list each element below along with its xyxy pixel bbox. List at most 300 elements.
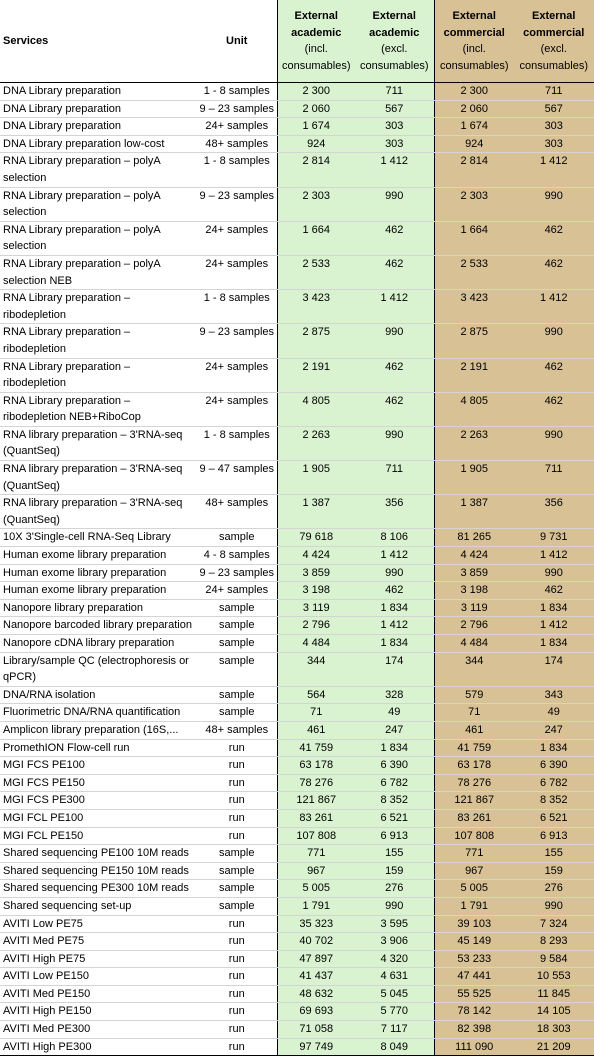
price-academic-excl: 356 xyxy=(355,495,434,529)
price-academic-excl: 6 390 xyxy=(355,757,434,775)
price-commercial-incl: 579 xyxy=(434,686,514,704)
price-commercial-incl: 4 424 xyxy=(434,547,514,565)
price-academic-incl: 3 423 xyxy=(277,290,355,324)
price-academic-excl: 462 xyxy=(355,255,434,289)
price-academic-excl: 1 412 xyxy=(355,617,434,635)
price-commercial-incl: 41 759 xyxy=(434,739,514,757)
price-academic-excl: 7 117 xyxy=(355,1021,434,1039)
price-commercial-incl: 63 178 xyxy=(434,757,514,775)
table-row xyxy=(0,617,594,635)
price-academic-excl: 1 834 xyxy=(355,599,434,617)
unit-cell: run xyxy=(197,968,277,986)
price-commercial-excl: 14 105 xyxy=(514,1003,594,1021)
price-academic-incl: 41 437 xyxy=(277,968,355,986)
price-commercial-incl: 111 090 xyxy=(434,1038,514,1056)
service-cell: MGI FCS PE150 xyxy=(0,774,197,792)
price-commercial-excl: 1 412 xyxy=(514,153,594,187)
table-row xyxy=(0,757,594,775)
price-academic-excl: 5 045 xyxy=(355,985,434,1003)
price-commercial-excl: 990 xyxy=(514,187,594,221)
price-academic-incl: 3 119 xyxy=(277,599,355,617)
unit-cell: sample xyxy=(197,845,277,863)
price-academic-incl: 48 632 xyxy=(277,985,355,1003)
price-academic-excl: 3 595 xyxy=(355,915,434,933)
table-row xyxy=(0,100,594,118)
price-academic-incl: 71 xyxy=(277,704,355,722)
price-academic-excl: 1 412 xyxy=(355,290,434,324)
table-row xyxy=(0,862,594,880)
price-academic-incl: 47 897 xyxy=(277,950,355,968)
table-row xyxy=(0,1038,594,1056)
price-academic-excl: 8 106 xyxy=(355,529,434,547)
unit-cell: run xyxy=(197,809,277,827)
price-commercial-incl: 1 387 xyxy=(434,495,514,529)
service-cell: Library/sample QC (electrophoresis or qPCR) xyxy=(0,652,197,686)
unit-cell: run xyxy=(197,792,277,810)
price-commercial-incl: 83 261 xyxy=(434,809,514,827)
service-cell: Shared sequencing set-up xyxy=(0,897,197,915)
price-commercial-excl: 49 xyxy=(514,704,594,722)
table-row xyxy=(0,392,594,426)
price-commercial-incl: 924 xyxy=(434,135,514,153)
price-academic-incl: 1 791 xyxy=(277,897,355,915)
table-row xyxy=(0,845,594,863)
table-row xyxy=(0,968,594,986)
table-row xyxy=(0,187,594,221)
header-academic-excl: External academic (excl. consumables) xyxy=(355,0,434,83)
price-academic-incl: 2 814 xyxy=(277,153,355,187)
service-cell: AVITI High PE300 xyxy=(0,1038,197,1056)
price-commercial-incl: 71 xyxy=(434,704,514,722)
unit-cell: sample xyxy=(197,617,277,635)
price-commercial-incl: 2 796 xyxy=(434,617,514,635)
table-row xyxy=(0,255,594,289)
price-commercial-excl: 6 521 xyxy=(514,809,594,827)
price-academic-excl: 5 770 xyxy=(355,1003,434,1021)
table-row xyxy=(0,1021,594,1039)
price-academic-incl: 121 867 xyxy=(277,792,355,810)
service-cell: DNA/RNA isolation xyxy=(0,686,197,704)
unit-cell: sample xyxy=(197,635,277,653)
price-academic-incl: 4 424 xyxy=(277,547,355,565)
price-academic-incl: 1 387 xyxy=(277,495,355,529)
price-academic-incl: 1 664 xyxy=(277,221,355,255)
table-row xyxy=(0,827,594,845)
price-commercial-excl: 990 xyxy=(514,426,594,460)
unit-cell: run xyxy=(197,757,277,775)
price-academic-incl: 564 xyxy=(277,686,355,704)
price-commercial-incl: 1 905 xyxy=(434,461,514,495)
price-academic-excl: 1 412 xyxy=(355,547,434,565)
price-academic-excl: 247 xyxy=(355,721,434,739)
price-commercial-incl: 2 191 xyxy=(434,358,514,392)
price-commercial-excl: 303 xyxy=(514,118,594,136)
price-commercial-incl: 344 xyxy=(434,652,514,686)
price-commercial-excl: 462 xyxy=(514,255,594,289)
price-commercial-incl: 53 233 xyxy=(434,950,514,968)
header-unit: Unit xyxy=(197,0,277,83)
unit-cell: 24+ samples xyxy=(197,392,277,426)
price-commercial-excl: 462 xyxy=(514,221,594,255)
service-cell: RNA library preparation – 3'RNA-seq (QuantSeq) xyxy=(0,426,197,460)
unit-cell: 24+ samples xyxy=(197,358,277,392)
price-academic-incl: 4 484 xyxy=(277,635,355,653)
table-row xyxy=(0,153,594,187)
price-academic-incl: 1 905 xyxy=(277,461,355,495)
unit-cell: run xyxy=(197,1021,277,1039)
unit-cell: run xyxy=(197,1003,277,1021)
price-commercial-excl: 1 412 xyxy=(514,617,594,635)
price-commercial-incl: 45 149 xyxy=(434,933,514,951)
service-cell: PromethION Flow-cell run xyxy=(0,739,197,757)
price-commercial-excl: 159 xyxy=(514,862,594,880)
price-commercial-excl: 303 xyxy=(514,135,594,153)
header-commercial-excl: External commercial (excl. consumables) xyxy=(514,0,594,83)
price-academic-excl: 990 xyxy=(355,187,434,221)
service-cell: 10X 3'Single-cell RNA-Seq Library xyxy=(0,529,197,547)
price-academic-incl: 2 796 xyxy=(277,617,355,635)
price-commercial-incl: 81 265 xyxy=(434,529,514,547)
price-commercial-excl: 343 xyxy=(514,686,594,704)
price-commercial-incl: 121 867 xyxy=(434,792,514,810)
price-commercial-excl: 21 209 xyxy=(514,1038,594,1056)
service-cell: Nanopore library preparation xyxy=(0,599,197,617)
price-academic-excl: 174 xyxy=(355,652,434,686)
price-academic-excl: 6 782 xyxy=(355,774,434,792)
unit-cell: run xyxy=(197,985,277,1003)
unit-cell: 48+ samples xyxy=(197,721,277,739)
price-commercial-incl: 3 423 xyxy=(434,290,514,324)
service-cell: RNA library preparation – 3'RNA-seq (QuantSeq) xyxy=(0,495,197,529)
price-commercial-incl: 3 859 xyxy=(434,564,514,582)
price-commercial-excl: 8 293 xyxy=(514,933,594,951)
price-academic-incl: 924 xyxy=(277,135,355,153)
price-academic-excl: 462 xyxy=(355,221,434,255)
unit-cell: 48+ samples xyxy=(197,135,277,153)
service-cell: AVITI Med PE150 xyxy=(0,985,197,1003)
price-academic-incl: 71 058 xyxy=(277,1021,355,1039)
price-academic-excl: 711 xyxy=(355,461,434,495)
unit-cell: sample xyxy=(197,897,277,915)
price-commercial-excl: 1 834 xyxy=(514,635,594,653)
price-commercial-excl: 711 xyxy=(514,461,594,495)
price-academic-incl: 97 749 xyxy=(277,1038,355,1056)
price-academic-excl: 303 xyxy=(355,118,434,136)
table-row xyxy=(0,461,594,495)
table-row xyxy=(0,721,594,739)
price-commercial-excl: 462 xyxy=(514,582,594,600)
service-cell: Nanopore cDNA library preparation xyxy=(0,635,197,653)
price-commercial-incl: 1 791 xyxy=(434,897,514,915)
unit-cell: sample xyxy=(197,880,277,898)
unit-cell: sample xyxy=(197,862,277,880)
unit-cell: 9 – 23 samples xyxy=(197,187,277,221)
price-academic-excl: 6 913 xyxy=(355,827,434,845)
service-cell: RNA Library preparation – polyA selection xyxy=(0,187,197,221)
price-academic-incl: 2 875 xyxy=(277,324,355,358)
unit-cell: 1 - 8 samples xyxy=(197,153,277,187)
service-cell: MGI FCS PE100 xyxy=(0,757,197,775)
service-cell: DNA Library preparation low-cost xyxy=(0,135,197,153)
table-row xyxy=(0,1003,594,1021)
price-commercial-incl: 5 005 xyxy=(434,880,514,898)
price-commercial-excl: 11 845 xyxy=(514,985,594,1003)
unit-cell: 24+ samples xyxy=(197,221,277,255)
table-row xyxy=(0,950,594,968)
table-row xyxy=(0,809,594,827)
price-academic-incl: 1 674 xyxy=(277,118,355,136)
unit-cell: 9 – 23 samples xyxy=(197,100,277,118)
price-commercial-excl: 462 xyxy=(514,358,594,392)
unit-cell: run xyxy=(197,774,277,792)
price-commercial-incl: 78 142 xyxy=(434,1003,514,1021)
price-academic-excl: 159 xyxy=(355,862,434,880)
price-commercial-excl: 9 584 xyxy=(514,950,594,968)
service-cell: MGI FCL PE100 xyxy=(0,809,197,827)
unit-cell: 4 - 8 samples xyxy=(197,547,277,565)
price-commercial-incl: 2 060 xyxy=(434,100,514,118)
table-row xyxy=(0,880,594,898)
table-row xyxy=(0,529,594,547)
price-academic-excl: 8 352 xyxy=(355,792,434,810)
price-commercial-incl: 2 814 xyxy=(434,153,514,187)
price-commercial-incl: 3 119 xyxy=(434,599,514,617)
service-cell: RNA Library preparation – ribodepletion xyxy=(0,290,197,324)
unit-cell: 24+ samples xyxy=(197,582,277,600)
unit-cell: 24+ samples xyxy=(197,118,277,136)
price-academic-excl: 1 412 xyxy=(355,153,434,187)
price-academic-excl: 990 xyxy=(355,324,434,358)
price-academic-incl: 69 693 xyxy=(277,1003,355,1021)
unit-cell: run xyxy=(197,739,277,757)
unit-cell: sample xyxy=(197,686,277,704)
unit-cell: 9 – 23 samples xyxy=(197,564,277,582)
price-commercial-incl: 39 103 xyxy=(434,915,514,933)
header-academic-incl: External academic (incl. consumables) xyxy=(277,0,355,83)
price-academic-incl: 79 618 xyxy=(277,529,355,547)
table-row xyxy=(0,774,594,792)
table-row xyxy=(0,324,594,358)
price-commercial-incl: 47 441 xyxy=(434,968,514,986)
unit-cell: run xyxy=(197,1038,277,1056)
price-commercial-incl: 82 398 xyxy=(434,1021,514,1039)
service-cell: Human exome library preparation xyxy=(0,582,197,600)
price-commercial-excl: 1 834 xyxy=(514,599,594,617)
service-cell: MGI FCL PE150 xyxy=(0,827,197,845)
price-commercial-incl: 78 276 xyxy=(434,774,514,792)
price-commercial-excl: 6 913 xyxy=(514,827,594,845)
table-row xyxy=(0,739,594,757)
price-academic-excl: 462 xyxy=(355,392,434,426)
unit-cell: run xyxy=(197,827,277,845)
table-row xyxy=(0,704,594,722)
service-cell: Human exome library preparation xyxy=(0,547,197,565)
table-row xyxy=(0,118,594,136)
price-commercial-excl: 462 xyxy=(514,392,594,426)
service-cell: AVITI Low PE75 xyxy=(0,915,197,933)
service-cell: AVITI Med PE300 xyxy=(0,1021,197,1039)
price-commercial-excl: 711 xyxy=(514,83,594,101)
price-academic-incl: 83 261 xyxy=(277,809,355,827)
price-academic-incl: 5 005 xyxy=(277,880,355,898)
price-academic-excl: 155 xyxy=(355,845,434,863)
table-row xyxy=(0,582,594,600)
service-cell: AVITI Low PE150 xyxy=(0,968,197,986)
price-commercial-excl: 1 412 xyxy=(514,547,594,565)
price-academic-incl: 2 300 xyxy=(277,83,355,101)
service-cell: Human exome library preparation xyxy=(0,564,197,582)
price-commercial-incl: 2 300 xyxy=(434,83,514,101)
price-academic-excl: 8 049 xyxy=(355,1038,434,1056)
price-commercial-incl: 55 525 xyxy=(434,985,514,1003)
service-cell: RNA library preparation – 3'RNA-seq (QuantSeq) xyxy=(0,461,197,495)
price-academic-incl: 2 263 xyxy=(277,426,355,460)
price-commercial-incl: 1 674 xyxy=(434,118,514,136)
price-commercial-excl: 10 553 xyxy=(514,968,594,986)
service-cell: DNA Library preparation xyxy=(0,118,197,136)
service-cell: Fluorimetric DNA/RNA quantification xyxy=(0,704,197,722)
price-commercial-excl: 990 xyxy=(514,324,594,358)
service-cell: Amplicon library preparation (16S,... xyxy=(0,721,197,739)
service-cell: RNA Library preparation – ribodepletion xyxy=(0,358,197,392)
table-row xyxy=(0,792,594,810)
table-row xyxy=(0,933,594,951)
price-academic-excl: 990 xyxy=(355,426,434,460)
unit-cell: 9 – 47 samples xyxy=(197,461,277,495)
price-commercial-incl: 2 303 xyxy=(434,187,514,221)
price-commercial-excl: 1 412 xyxy=(514,290,594,324)
service-cell: DNA Library preparation xyxy=(0,100,197,118)
price-commercial-incl: 2 875 xyxy=(434,324,514,358)
service-cell: AVITI High PE75 xyxy=(0,950,197,968)
unit-cell: sample xyxy=(197,652,277,686)
service-cell: DNA Library preparation xyxy=(0,83,197,101)
service-cell: RNA Library preparation – polyA selection xyxy=(0,153,197,187)
price-academic-excl: 6 521 xyxy=(355,809,434,827)
table-row xyxy=(0,290,594,324)
price-commercial-incl: 2 263 xyxy=(434,426,514,460)
table-row xyxy=(0,83,594,101)
price-commercial-excl: 6 782 xyxy=(514,774,594,792)
price-academic-incl: 2 533 xyxy=(277,255,355,289)
unit-cell: sample xyxy=(197,599,277,617)
table-row xyxy=(0,426,594,460)
price-academic-excl: 303 xyxy=(355,135,434,153)
table-row xyxy=(0,358,594,392)
price-academic-incl: 40 702 xyxy=(277,933,355,951)
price-academic-excl: 3 906 xyxy=(355,933,434,951)
unit-cell: 1 - 8 samples xyxy=(197,426,277,460)
service-cell: RNA Library preparation – ribodepletion xyxy=(0,324,197,358)
table-header xyxy=(0,0,594,83)
price-academic-excl: 4 631 xyxy=(355,968,434,986)
table-row xyxy=(0,897,594,915)
price-academic-incl: 4 805 xyxy=(277,392,355,426)
table-row xyxy=(0,564,594,582)
table-row xyxy=(0,915,594,933)
price-academic-excl: 462 xyxy=(355,582,434,600)
table-row xyxy=(0,635,594,653)
price-academic-incl: 35 323 xyxy=(277,915,355,933)
price-academic-incl: 63 178 xyxy=(277,757,355,775)
price-academic-excl: 711 xyxy=(355,83,434,101)
price-commercial-excl: 174 xyxy=(514,652,594,686)
price-academic-incl: 2 191 xyxy=(277,358,355,392)
price-commercial-excl: 567 xyxy=(514,100,594,118)
price-commercial-excl: 18 303 xyxy=(514,1021,594,1039)
header-commercial-incl: External commercial (incl. consumables) xyxy=(434,0,514,83)
price-academic-incl: 107 808 xyxy=(277,827,355,845)
unit-cell: 48+ samples xyxy=(197,495,277,529)
price-academic-incl: 461 xyxy=(277,721,355,739)
price-commercial-excl: 990 xyxy=(514,897,594,915)
table-body xyxy=(0,83,594,1056)
price-academic-excl: 276 xyxy=(355,880,434,898)
unit-cell: 1 - 8 samples xyxy=(197,83,277,101)
unit-cell: sample xyxy=(197,529,277,547)
price-academic-incl: 967 xyxy=(277,862,355,880)
price-academic-excl: 328 xyxy=(355,686,434,704)
unit-cell: run xyxy=(197,915,277,933)
header-services: Services xyxy=(0,0,197,83)
price-commercial-incl: 2 533 xyxy=(434,255,514,289)
price-academic-excl: 567 xyxy=(355,100,434,118)
service-cell: Shared sequencing PE100 10M reads xyxy=(0,845,197,863)
price-commercial-incl: 4 805 xyxy=(434,392,514,426)
unit-cell: 1 - 8 samples xyxy=(197,290,277,324)
price-commercial-excl: 8 352 xyxy=(514,792,594,810)
price-commercial-incl: 967 xyxy=(434,862,514,880)
price-commercial-excl: 7 324 xyxy=(514,915,594,933)
price-commercial-excl: 9 731 xyxy=(514,529,594,547)
service-cell: RNA Library preparation – ribodepletion NEB+RiboCop xyxy=(0,392,197,426)
service-cell: MGI FCS PE300 xyxy=(0,792,197,810)
table-row xyxy=(0,599,594,617)
price-commercial-excl: 247 xyxy=(514,721,594,739)
price-commercial-excl: 1 834 xyxy=(514,739,594,757)
price-commercial-incl: 461 xyxy=(434,721,514,739)
price-academic-incl: 3 859 xyxy=(277,564,355,582)
table-row xyxy=(0,686,594,704)
service-cell: Shared sequencing PE150 10M reads xyxy=(0,862,197,880)
price-commercial-excl: 990 xyxy=(514,564,594,582)
unit-cell: sample xyxy=(197,704,277,722)
table-row xyxy=(0,985,594,1003)
price-commercial-excl: 6 390 xyxy=(514,757,594,775)
table-row xyxy=(0,547,594,565)
table-row xyxy=(0,652,594,686)
price-academic-incl: 344 xyxy=(277,652,355,686)
price-academic-incl: 78 276 xyxy=(277,774,355,792)
price-academic-excl: 49 xyxy=(355,704,434,722)
price-academic-excl: 1 834 xyxy=(355,635,434,653)
service-cell: AVITI Med PE75 xyxy=(0,933,197,951)
price-commercial-excl: 155 xyxy=(514,845,594,863)
unit-cell: run xyxy=(197,950,277,968)
price-academic-excl: 462 xyxy=(355,358,434,392)
price-academic-incl: 2 060 xyxy=(277,100,355,118)
service-cell: AVITI High PE150 xyxy=(0,1003,197,1021)
price-commercial-incl: 107 808 xyxy=(434,827,514,845)
table-row xyxy=(0,221,594,255)
price-commercial-incl: 3 198 xyxy=(434,582,514,600)
price-commercial-excl: 356 xyxy=(514,495,594,529)
price-academic-incl: 771 xyxy=(277,845,355,863)
price-academic-incl: 3 198 xyxy=(277,582,355,600)
price-commercial-incl: 1 664 xyxy=(434,221,514,255)
price-commercial-incl: 771 xyxy=(434,845,514,863)
price-academic-incl: 41 759 xyxy=(277,739,355,757)
